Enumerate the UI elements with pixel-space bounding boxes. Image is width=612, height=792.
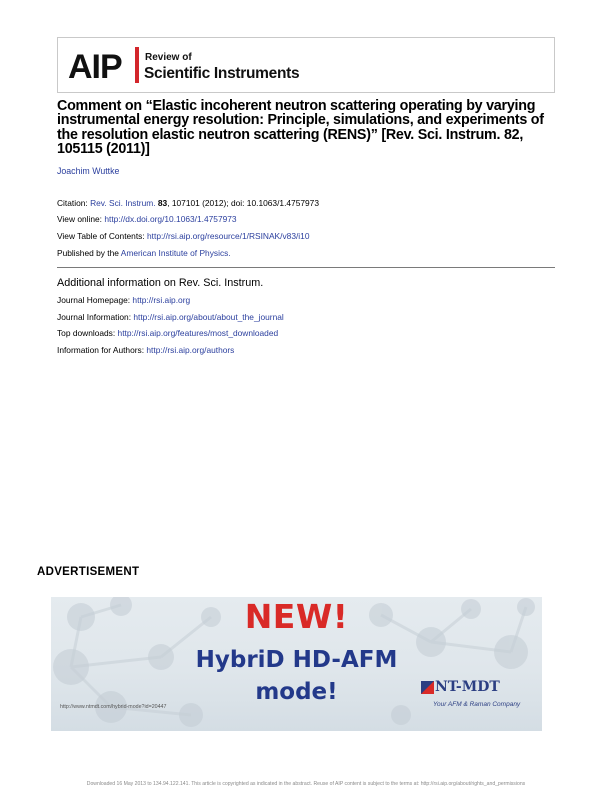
view-online-label: View online: [57,214,105,224]
info-link-authors[interactable]: http://rsi.aip.org/authors [146,345,235,355]
view-online-link[interactable]: http://dx.doi.org/10.1063/1.4757973 [104,214,237,224]
info-link-journal-information[interactable]: http://rsi.aip.org/about/about_the_journal [133,312,284,322]
info-link-top-downloads[interactable]: http://rsi.aip.org/features/most_downloaded [117,328,279,338]
view-online-line [57,214,237,224]
citation-label: Citation: [57,198,91,208]
journal-banner [57,37,555,93]
nt-mdt-logo-icon [421,681,434,694]
info-row-authors [57,345,234,355]
logo-divider [135,47,139,83]
info-label: Journal Homepage: [57,295,133,305]
info-label: Top downloads: [57,328,118,338]
published-line [57,248,231,258]
banner-review-of: Review of [145,52,192,63]
ad-banner[interactable] [51,597,542,731]
info-label: Information for Authors: [57,345,147,355]
section-divider [57,267,555,268]
ad-tagline: Your AFM & Raman Company [433,701,521,708]
banner-journal-name: Scientific Instruments [144,65,300,82]
info-link-homepage[interactable]: http://rsi.aip.org [132,295,191,305]
citation-rest: , 107101 (2012); doi: 10.1063/1.4757973 [167,198,319,208]
ad-product-line: HybriD HD-AFM [195,647,398,673]
additional-info-heading: Additional information on Rev. Sci. Instrum. [57,277,264,289]
ad-url: http://www.ntmdt.com/hybrid-mode?id=20447 [60,704,167,710]
info-row-top-downloads [57,328,278,338]
citation-line [57,198,319,208]
toc-line [57,231,309,241]
publisher-link[interactable]: American Institute of Physics. [120,248,231,258]
author-link[interactable]: Joachim Wuttke [57,166,120,176]
citation-journal-link[interactable]: Rev. Sci. Instrum. [90,198,156,208]
citation-volume: 83 [157,198,168,208]
info-label: Journal Information: [57,312,134,322]
article-title: Comment on “Elastic incoherent neutron scattering operating by varying instrumental energy resolution: Principle, simulations, and experiments of the resolution elastic neutron scattering (RENS)” [Rev. Sci. Instrum. 82, 105115 (2011)] [57,98,544,157]
toc-link[interactable]: http://rsi.aip.org/resource/1/RSINAK/v83/i10 [147,231,310,241]
ad-brand-name: NT-MDT [435,679,500,695]
info-row-homepage [57,295,190,305]
ad-headline: NEW! [244,597,349,636]
toc-label: View Table of Contents: [57,231,148,241]
aip-logo: AIP [68,48,122,86]
ad-product-line-2: mode! [255,679,338,705]
download-footer: Downloaded 16 May 2013 to 134.94.122.141. This article is copyrighted as indicated in the abstract. Reuse of AIP content is subject to the terms at: http://rsi.aip.org/about/rights_and_permissions [86,781,526,787]
published-label: Published by the [57,248,121,258]
advertisement-label: ADVERTISEMENT [37,566,140,578]
info-row-journal-information [57,312,284,322]
